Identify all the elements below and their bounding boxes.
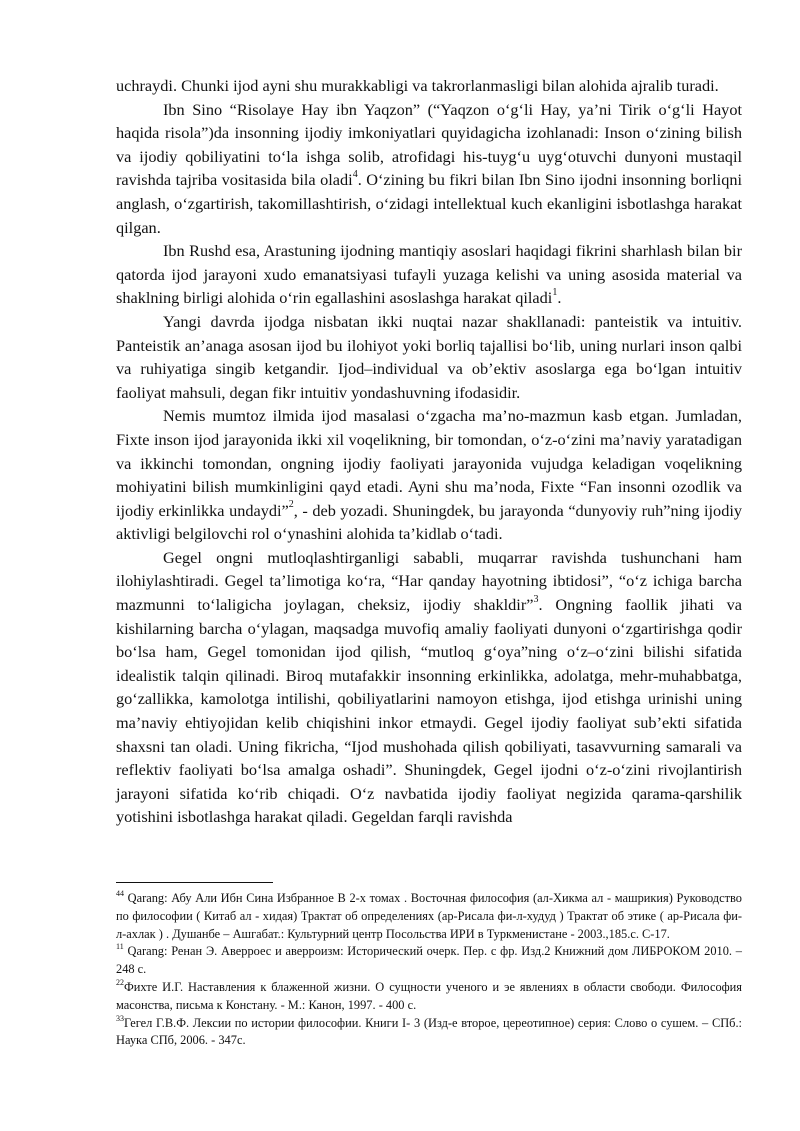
paragraph xyxy=(116,310,742,404)
footnote xyxy=(116,943,742,979)
footnote-text: Фихте И.Г. Наставления к блаженной жизни. О сущности ученого и эе явлениях в области свободи. Философия масонства, письма к Констану. - М.: Канон, 1997. - 400 с. xyxy=(116,979,742,1012)
paragraph xyxy=(116,239,742,310)
footnote-marker: 44 xyxy=(116,889,124,899)
paragraph-text: . Ongning faollik jihati va kishilarning barcha o‘ylagan, maqsadga muvofiq amaliy faoliyati dunyoni o‘zgartirishga qodir bo‘lsa ham, Gegel tomonidan ijod qilish, “mutloq g‘oya”ning o‘z–o‘zini bilishi sifatida idealistik talqin qilinadi. Biroq mutafakkir insonning erkinlikka, adolatga, mehr-muhabbatga, go‘zallikka, kamolotga intilishi, qobiliyatlarini namoyon etishga, ijod etishga urinishi uning ma’naviy ehtiyojidan kelib chiqishini inkor etmaydi. Gegel ijodiy faoliyat sub’ekti sifatida shaxsni tan oladi. Uning fikricha, “Ijod mushohada qilish qobiliyati, tasavvurning samarali va reflektiv faoliyati bo‘lsa amalga oshadi”. Shuningdek, Gegel ijodni o‘z-o‘zini rivojlantirish jarayoni sifatida ko‘rib chiqadi. O‘z navbatida ijodiy faoliyat negizida qarama-qarshilik yotishini isbotlashga harakat qiladi. Gegeldan farqli ravishda xyxy=(116,595,742,827)
paragraph-text: Yangi davrda ijodga nisbatan ikki nuqtai nazar shakllanadi: panteistik va intuitiv. Panteistik an’anaga asosan ijod bu ilohiyot yoki borliq tajallisi bo‘lib, uning nurlari inson qalbi va ruhiyatiga singib ketgandir. Ijod–individual va ob’ektiv asoslarga ega bo‘lgan intuitiv faoliyat mahsuli, degan fikr intuitiv yondashuvning ifodasidir. xyxy=(116,311,742,402)
footnote xyxy=(116,979,742,1015)
paragraph-text: Ibn Rushd esa, Arastuning ijodning mantiqiy asoslari haqidagi fikrini sharhlash bilan bir qatorda ijod jarayoni xudo emanatsiyasi tufayli yuzaga kelishi va uning asosida material va shaklning birligi alohida o‘rin egallashini asoslashga harakat qiladi xyxy=(116,241,742,308)
footnote-text: Гегел Г.В.Ф. Лексии по истории философии. Книги I- 3 (Изд-е второе, цереотипное) серия: Слово о сушем. – СПб.: Наука СПб, 2006. - 347с. xyxy=(116,1015,742,1048)
footnote-marker: 11 xyxy=(116,942,124,952)
paragraph xyxy=(116,404,742,546)
paragraph-text: Gegel ongni mutloqlashtirganligi sababli, muqarrar ravishda tushunchani ham ilohiylashtiradi. Gegel ta’limotiga ko‘ra, “Har qanday hayotning ibtidosi”, “o‘z ichiga barcha mazmunni to‘laligicha joylagan, cheksiz, ijodiy shakldir” xyxy=(116,547,742,615)
paragraph-text: , - deb yozadi. Shuningdek, bu jarayonda “dunyoviy ruh”ning ijodiy aktivligi belgilovchi rol o‘ynashini alohida ta’kidlab o‘tadi. xyxy=(116,500,743,544)
paragraph-text: Nemis mumtoz ilmida ijod masalasi o‘zgacha ma’no-mazmun kasb etgan. Jumladan, Fixte inson ijod jarayonida ikki xil voqelikning, bir tomondan, o‘z-o‘zini ma’naviy yaratadigan va ikkinchi tomondan, ongning ijodiy faoliyati jarayonida vujudga keladigan voqelikning mohiyatini bilish mumkinligini qayd etadi. Ayni shu ma’noda, Fixte “Fan insonni ozodlik va ijodiy erkinlikka undaydi” xyxy=(116,406,742,520)
footnote-marker: 33 xyxy=(116,1013,124,1023)
footnote-text: Qarang: Ренан Э. Аверроес и аверроизм: Исторический очерк. Пер. с фр. Изд.2 Книжний дом ЛИБРОКОМ 2010. – 248 с. xyxy=(116,944,742,977)
paragraph-text: . O‘zining bu fikri bilan Ibn Sino ijodni insonning borliqni anglash, o‘zgartirish, takomillashtirish, o‘zidagi intellektual kuch ekanligini isbotlashga harakat qilgan. xyxy=(116,170,743,237)
footnote xyxy=(116,890,742,943)
paragraph-text: Ibn Sino “Risolaye Hay ibn Yaqzon” (“Yaqzon o‘g‘li Hay, ya’ni Tirik o‘g‘li Hayot haqida risola”)da insonning ijodiy imkoniyatlari quyidagicha izohlanadi: Inson o‘zining bilish va ijodiy qobiliyatini to‘la ishga solib, atrofidagi his-tuyg‘u uyg‘otuvchi dunyoni mustaqil ravishda tajriba vositasida bila oladi xyxy=(116,99,742,190)
paragraph-text: uchraydi. Chunki ijod ayni shu murakkabligi va takrorlanmasligi bilan alohida ajralib turadi. xyxy=(116,76,719,95)
paragraph xyxy=(116,74,742,98)
footnote-reference[interactable]: 1 xyxy=(552,286,558,298)
footnotes xyxy=(116,890,742,1050)
paragraph-text: . xyxy=(557,288,562,308)
footnote xyxy=(116,1015,742,1051)
main-text xyxy=(116,74,742,829)
footnote-text: Qarang: Абу Али Ибн Сина Избранное В 2-х томах . Восточная философия (ал-Хикма ал - машрикия) Руководство по философии ( Китаб ал - хидая) Трактат об определениях (ар-Рисала фи-л-худуд ) Трактат об этике ( ар-Рисала фи-л-ахлак ) . Душанбе – Ашгабат.: Культурний центр Посольства ИРИ в Туркменистане - 2003.,185.с. С-17. xyxy=(116,891,742,941)
footnote-marker: 22 xyxy=(116,978,124,988)
paragraph xyxy=(116,546,742,829)
footnote-reference[interactable]: 3 xyxy=(533,593,539,605)
footnote-separator xyxy=(116,882,273,883)
footnote-reference[interactable]: 2 xyxy=(288,499,294,511)
paragraph xyxy=(116,98,742,240)
footnote-reference[interactable]: 4 xyxy=(352,168,358,180)
